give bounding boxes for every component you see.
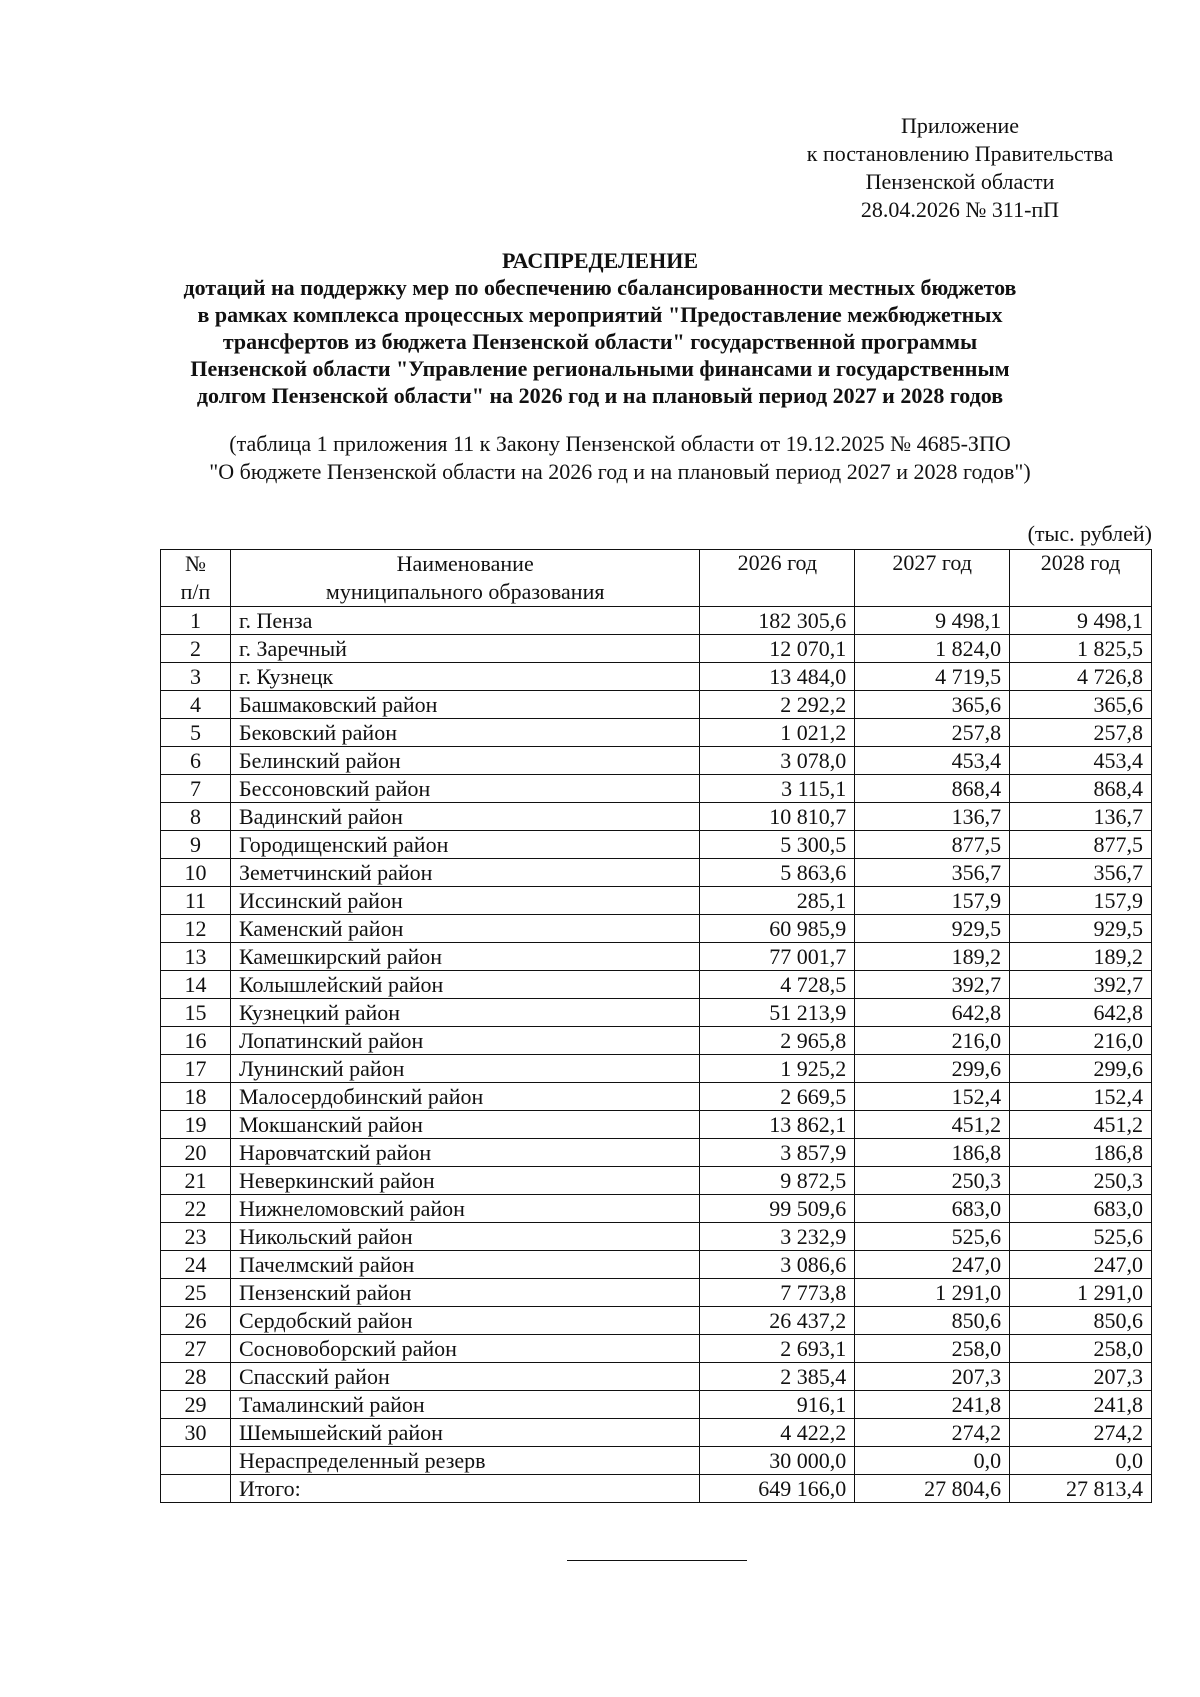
table-row bbox=[161, 747, 1152, 775]
cell-name: Городищенский район bbox=[230, 831, 700, 859]
cell-2027: 4 719,5 bbox=[855, 663, 1010, 691]
header-2028: 2028 год bbox=[1010, 550, 1152, 607]
cell-name: Земетчинский район bbox=[230, 859, 700, 887]
cell-2026: 13 862,1 bbox=[700, 1111, 855, 1139]
cell-number: 26 bbox=[161, 1307, 231, 1335]
units-label: (тыс. рублей) bbox=[1027, 521, 1152, 546]
cell-2026: 7 773,8 bbox=[700, 1279, 855, 1307]
cell-2028: 216,0 bbox=[1010, 1027, 1152, 1055]
cell-number: 22 bbox=[161, 1195, 231, 1223]
approval-line: к постановлению Правительства bbox=[806, 141, 1114, 166]
cell-2028: 241,8 bbox=[1010, 1391, 1152, 1419]
title-heading: РАСПРЕДЕЛЕНИЕ bbox=[501, 248, 698, 273]
cell-2027: 207,3 bbox=[855, 1363, 1010, 1391]
cell-2028: 0,0 bbox=[1010, 1447, 1152, 1475]
cell-number: 4 bbox=[161, 691, 231, 719]
header-name bbox=[230, 550, 700, 607]
table-row bbox=[161, 1447, 1152, 1475]
table-row bbox=[161, 859, 1152, 887]
cell-name: Мокшанский район bbox=[230, 1111, 700, 1139]
table-row bbox=[161, 1167, 1152, 1195]
approval-line: Пензенской области bbox=[865, 169, 1055, 194]
cell-number: 3 bbox=[161, 663, 231, 691]
cell-2026: 30 000,0 bbox=[700, 1447, 855, 1475]
cell-number: 9 bbox=[161, 831, 231, 859]
cell-2026: 51 213,9 bbox=[700, 999, 855, 1027]
cell-name: Кузнецкий район bbox=[230, 999, 700, 1027]
cell-2028: 451,2 bbox=[1010, 1111, 1152, 1139]
cell-name: Сосновоборский район bbox=[230, 1335, 700, 1363]
cell-2027: 356,7 bbox=[855, 859, 1010, 887]
cell-number: 6 bbox=[161, 747, 231, 775]
header-2027: 2027 год bbox=[855, 550, 1010, 607]
header-number-line2: п/п bbox=[180, 579, 211, 604]
cell-number: 25 bbox=[161, 1279, 231, 1307]
cell-number: 27 bbox=[161, 1335, 231, 1363]
cell-number bbox=[161, 1447, 231, 1475]
cell-2027: 274,2 bbox=[855, 1419, 1010, 1447]
cell-2028: 4 726,8 bbox=[1010, 663, 1152, 691]
cell-2027: 299,6 bbox=[855, 1055, 1010, 1083]
cell-name: Бековский район bbox=[230, 719, 700, 747]
table-row bbox=[161, 831, 1152, 859]
cell-2026: 2 669,5 bbox=[700, 1083, 855, 1111]
cell-2027: 257,8 bbox=[855, 719, 1010, 747]
table-row bbox=[161, 1335, 1152, 1363]
cell-2028: 152,4 bbox=[1010, 1083, 1152, 1111]
document-title bbox=[150, 247, 1050, 409]
table-row bbox=[161, 971, 1152, 999]
cell-2027: 392,7 bbox=[855, 971, 1010, 999]
cell-2026: 649 166,0 bbox=[700, 1475, 855, 1503]
cell-2027: 1 824,0 bbox=[855, 635, 1010, 663]
cell-2027: 9 498,1 bbox=[855, 607, 1010, 635]
cell-2028: 136,7 bbox=[1010, 803, 1152, 831]
cell-name: Наровчатский район bbox=[230, 1139, 700, 1167]
cell-2026: 10 810,7 bbox=[700, 803, 855, 831]
cell-2027: 241,8 bbox=[855, 1391, 1010, 1419]
cell-name: Лопатинский район bbox=[230, 1027, 700, 1055]
cell-name: Малосердобинский район bbox=[230, 1083, 700, 1111]
cell-number: 16 bbox=[161, 1027, 231, 1055]
title-line: трансфертов из бюджета Пензенской области" государственной программы bbox=[222, 329, 978, 354]
cell-2027: 216,0 bbox=[855, 1027, 1010, 1055]
table-row bbox=[161, 1419, 1152, 1447]
cell-number bbox=[161, 1475, 231, 1503]
table-row bbox=[161, 1475, 1152, 1503]
cell-2027: 189,2 bbox=[855, 943, 1010, 971]
cell-2026: 1 925,2 bbox=[700, 1055, 855, 1083]
source-reference bbox=[140, 430, 1100, 486]
cell-2028: 9 498,1 bbox=[1010, 607, 1152, 635]
cell-2028: 525,6 bbox=[1010, 1223, 1152, 1251]
cell-name: Нераспределенный резерв bbox=[230, 1447, 700, 1475]
table-row bbox=[161, 999, 1152, 1027]
cell-2028: 157,9 bbox=[1010, 887, 1152, 915]
cell-number: 15 bbox=[161, 999, 231, 1027]
cell-number: 5 bbox=[161, 719, 231, 747]
distribution-table bbox=[160, 549, 1152, 1503]
cell-number: 11 bbox=[161, 887, 231, 915]
table-row bbox=[161, 1195, 1152, 1223]
table-row bbox=[161, 775, 1152, 803]
cell-2027: 642,8 bbox=[855, 999, 1010, 1027]
table-row bbox=[161, 719, 1152, 747]
table-header-row bbox=[161, 550, 1152, 607]
table-row bbox=[161, 1055, 1152, 1083]
cell-2027: 250,3 bbox=[855, 1167, 1010, 1195]
cell-number: 14 bbox=[161, 971, 231, 999]
title-line: в рамках комплекса процессных мероприятий "Предоставление межбюджетных bbox=[197, 302, 1003, 327]
table-row bbox=[161, 943, 1152, 971]
source-line: "О бюджете Пензенской области на 2026 год и на плановый период 2027 и 2028 годов") bbox=[209, 459, 1031, 484]
cell-2028: 453,4 bbox=[1010, 747, 1152, 775]
approval-date-number: 28.04.2026 № 311-пП bbox=[860, 197, 1060, 222]
cell-2027: 157,9 bbox=[855, 887, 1010, 915]
cell-2028: 186,8 bbox=[1010, 1139, 1152, 1167]
cell-2026: 3 086,6 bbox=[700, 1251, 855, 1279]
cell-2027: 152,4 bbox=[855, 1083, 1010, 1111]
cell-2028: 929,5 bbox=[1010, 915, 1152, 943]
table-row bbox=[161, 1111, 1152, 1139]
cell-2028: 877,5 bbox=[1010, 831, 1152, 859]
cell-number: 8 bbox=[161, 803, 231, 831]
cell-2028: 1 291,0 bbox=[1010, 1279, 1152, 1307]
cell-name: г. Кузнецк bbox=[230, 663, 700, 691]
cell-number: 24 bbox=[161, 1251, 231, 1279]
cell-number: 30 bbox=[161, 1419, 231, 1447]
table-row bbox=[161, 1307, 1152, 1335]
cell-2026: 77 001,7 bbox=[700, 943, 855, 971]
cell-name: Тамалинский район bbox=[230, 1391, 700, 1419]
cell-2028: 365,6 bbox=[1010, 691, 1152, 719]
table-row bbox=[161, 663, 1152, 691]
cell-2028: 250,3 bbox=[1010, 1167, 1152, 1195]
cell-2026: 4 422,2 bbox=[700, 1419, 855, 1447]
header-2026: 2026 год bbox=[700, 550, 855, 607]
cell-2027: 1 291,0 bbox=[855, 1279, 1010, 1307]
table-row bbox=[161, 1363, 1152, 1391]
cell-number: 12 bbox=[161, 915, 231, 943]
cell-2026: 916,1 bbox=[700, 1391, 855, 1419]
cell-2027: 0,0 bbox=[855, 1447, 1010, 1475]
cell-2027: 453,4 bbox=[855, 747, 1010, 775]
cell-2026: 1 021,2 bbox=[700, 719, 855, 747]
cell-2027: 877,5 bbox=[855, 831, 1010, 859]
cell-2026: 2 693,1 bbox=[700, 1335, 855, 1363]
cell-2028: 258,0 bbox=[1010, 1335, 1152, 1363]
cell-2028: 642,8 bbox=[1010, 999, 1152, 1027]
cell-2027: 868,4 bbox=[855, 775, 1010, 803]
table-row bbox=[161, 635, 1152, 663]
table-row bbox=[161, 803, 1152, 831]
cell-name: Камешкирский район bbox=[230, 943, 700, 971]
cell-2028: 392,7 bbox=[1010, 971, 1152, 999]
cell-number: 18 bbox=[161, 1083, 231, 1111]
cell-name: Сердобский район bbox=[230, 1307, 700, 1335]
cell-2026: 13 484,0 bbox=[700, 663, 855, 691]
header-number-line1: № bbox=[184, 551, 206, 576]
table-row bbox=[161, 691, 1152, 719]
cell-2027: 451,2 bbox=[855, 1111, 1010, 1139]
cell-2026: 3 857,9 bbox=[700, 1139, 855, 1167]
cell-2027: 186,8 bbox=[855, 1139, 1010, 1167]
cell-number: 1 bbox=[161, 607, 231, 635]
title-line: Пензенской области "Управление региональными финансами и государственным bbox=[190, 356, 1010, 381]
table-row bbox=[161, 915, 1152, 943]
cell-2026: 5 300,5 bbox=[700, 831, 855, 859]
cell-2028: 207,3 bbox=[1010, 1363, 1152, 1391]
approval-line: Приложение bbox=[900, 113, 1020, 138]
cell-name: Колышлейский район bbox=[230, 971, 700, 999]
cell-2026: 60 985,9 bbox=[700, 915, 855, 943]
cell-2028: 27 813,4 bbox=[1010, 1475, 1152, 1503]
cell-2026: 9 872,5 bbox=[700, 1167, 855, 1195]
source-line: (таблица 1 приложения 11 к Закону Пензенской области от 19.12.2025 № 4685-ЗПО bbox=[229, 431, 1011, 456]
cell-2027: 850,6 bbox=[855, 1307, 1010, 1335]
approval-block bbox=[780, 112, 1140, 224]
cell-2028: 683,0 bbox=[1010, 1195, 1152, 1223]
cell-2026: 285,1 bbox=[700, 887, 855, 915]
cell-name: Спасский район bbox=[230, 1363, 700, 1391]
table-row bbox=[161, 1139, 1152, 1167]
table-row bbox=[161, 607, 1152, 635]
cell-name: Каменский район bbox=[230, 915, 700, 943]
end-divider bbox=[567, 1560, 747, 1561]
cell-name: Белинский район bbox=[230, 747, 700, 775]
cell-2028: 247,0 bbox=[1010, 1251, 1152, 1279]
cell-2026: 2 385,4 bbox=[700, 1363, 855, 1391]
header-name-line1: Наименование bbox=[396, 551, 534, 576]
table-row bbox=[161, 1391, 1152, 1419]
header-name-line2: муниципального образования bbox=[325, 579, 605, 604]
cell-name: Нижнеломовский район bbox=[230, 1195, 700, 1223]
cell-number: 19 bbox=[161, 1111, 231, 1139]
cell-2028: 257,8 bbox=[1010, 719, 1152, 747]
cell-name: Башмаковский район bbox=[230, 691, 700, 719]
cell-2027: 247,0 bbox=[855, 1251, 1010, 1279]
cell-number: 13 bbox=[161, 943, 231, 971]
cell-2027: 136,7 bbox=[855, 803, 1010, 831]
cell-name: Неверкинский район bbox=[230, 1167, 700, 1195]
cell-2026: 3 078,0 bbox=[700, 747, 855, 775]
cell-name: Лунинский район bbox=[230, 1055, 700, 1083]
cell-number: 2 bbox=[161, 635, 231, 663]
cell-2028: 189,2 bbox=[1010, 943, 1152, 971]
cell-name: Вадинский район bbox=[230, 803, 700, 831]
cell-2027: 27 804,6 bbox=[855, 1475, 1010, 1503]
table-row bbox=[161, 1223, 1152, 1251]
cell-2026: 182 305,6 bbox=[700, 607, 855, 635]
cell-2028: 356,7 bbox=[1010, 859, 1152, 887]
cell-number: 29 bbox=[161, 1391, 231, 1419]
cell-2026: 3 115,1 bbox=[700, 775, 855, 803]
cell-2028: 299,6 bbox=[1010, 1055, 1152, 1083]
cell-name: Итого: bbox=[230, 1475, 700, 1503]
cell-2027: 258,0 bbox=[855, 1335, 1010, 1363]
header-number bbox=[161, 550, 231, 607]
cell-number: 20 bbox=[161, 1139, 231, 1167]
cell-name: Никольский район bbox=[230, 1223, 700, 1251]
cell-2026: 2 965,8 bbox=[700, 1027, 855, 1055]
cell-2027: 683,0 bbox=[855, 1195, 1010, 1223]
cell-2026: 5 863,6 bbox=[700, 859, 855, 887]
cell-2026: 2 292,2 bbox=[700, 691, 855, 719]
cell-number: 10 bbox=[161, 859, 231, 887]
table-row bbox=[161, 1251, 1152, 1279]
cell-2028: 850,6 bbox=[1010, 1307, 1152, 1335]
title-line: дотаций на поддержку мер по обеспечению сбалансированности местных бюджетов bbox=[183, 275, 1017, 300]
cell-number: 21 bbox=[161, 1167, 231, 1195]
cell-2028: 274,2 bbox=[1010, 1419, 1152, 1447]
cell-name: г. Пенза bbox=[230, 607, 700, 635]
cell-number: 17 bbox=[161, 1055, 231, 1083]
table-row bbox=[161, 887, 1152, 915]
cell-name: Бессоновский район bbox=[230, 775, 700, 803]
cell-2026: 3 232,9 bbox=[700, 1223, 855, 1251]
table-row bbox=[161, 1279, 1152, 1307]
cell-2027: 365,6 bbox=[855, 691, 1010, 719]
cell-2028: 1 825,5 bbox=[1010, 635, 1152, 663]
cell-2026: 12 070,1 bbox=[700, 635, 855, 663]
cell-2026: 4 728,5 bbox=[700, 971, 855, 999]
cell-number: 7 bbox=[161, 775, 231, 803]
cell-name: г. Заречный bbox=[230, 635, 700, 663]
table-row bbox=[161, 1027, 1152, 1055]
cell-name: Пачелмский район bbox=[230, 1251, 700, 1279]
cell-name: Пензенский район bbox=[230, 1279, 700, 1307]
title-line: долгом Пензенской области" на 2026 год и на плановый период 2027 и 2028 годов bbox=[196, 383, 1004, 408]
table-row bbox=[161, 1083, 1152, 1111]
cell-name: Иссинский район bbox=[230, 887, 700, 915]
cell-2028: 868,4 bbox=[1010, 775, 1152, 803]
cell-2027: 929,5 bbox=[855, 915, 1010, 943]
cell-2026: 99 509,6 bbox=[700, 1195, 855, 1223]
cell-number: 23 bbox=[161, 1223, 231, 1251]
cell-2026: 26 437,2 bbox=[700, 1307, 855, 1335]
cell-number: 28 bbox=[161, 1363, 231, 1391]
cell-name: Шемышейский район bbox=[230, 1419, 700, 1447]
cell-2027: 525,6 bbox=[855, 1223, 1010, 1251]
